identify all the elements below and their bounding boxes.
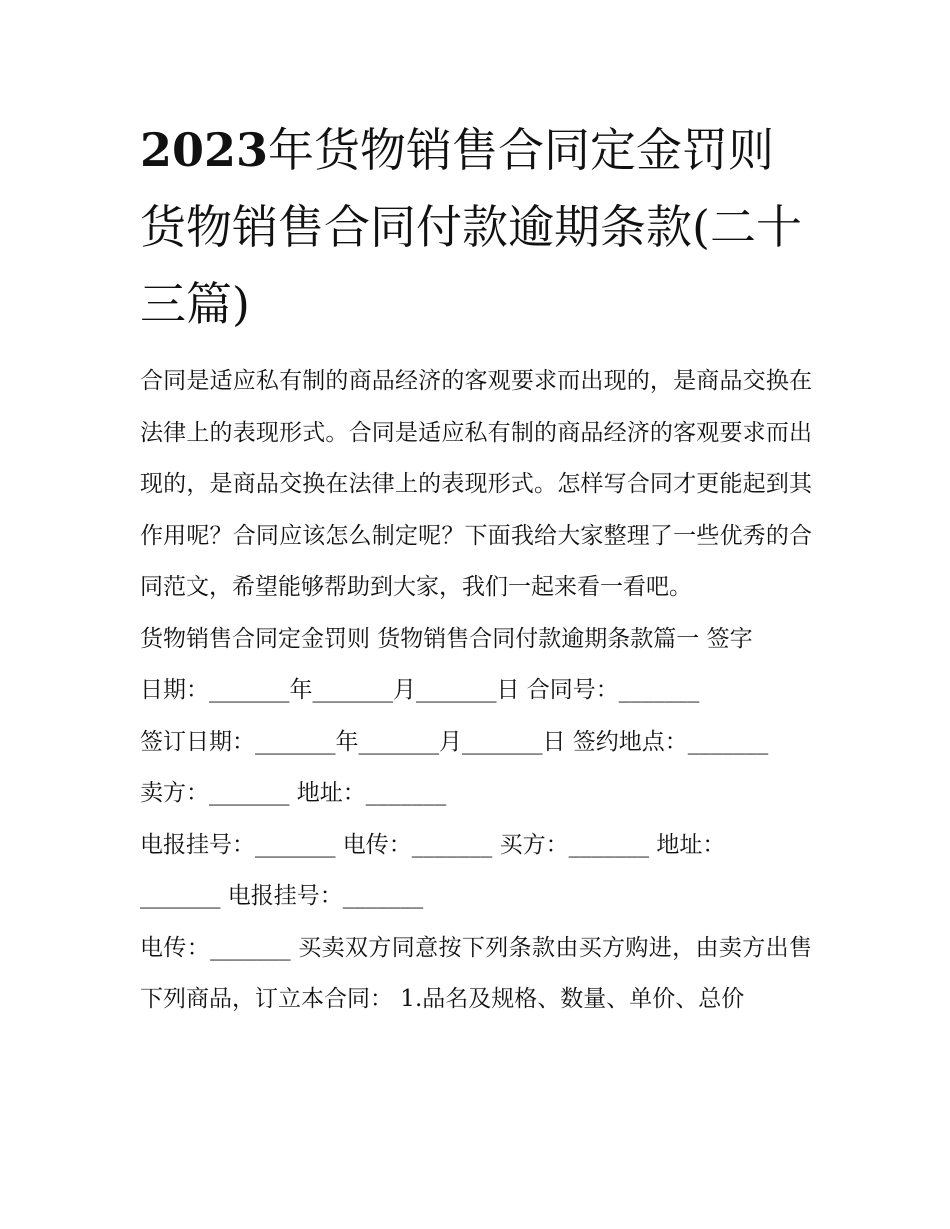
seller-address-line: 卖方：_______ 地址：_______ bbox=[140, 780, 447, 806]
contract-heading-line: 货物销售合同定金罚则 货物销售合同付款逾期条款篇一 签字 bbox=[140, 625, 753, 652]
telegram-buyer-line: 电报挂号：_______ 电传：_______ 买方：_______ 地址： bbox=[140, 831, 726, 858]
intro-paragraph: 合同是适应私有制的商品经济的客观要求而出现的，是商品交换在法律上的表现形式。合同是适应私有制的商品经济的客观要求而出现的，是商品交换在法律上的表现形式。怎样写合同才更能起到其作用呢？合同应该怎么制定呢？下面我给大家整理了一些优秀的合同范文，希望能够帮助到大家，我们一起来看一看吧。 bbox=[140, 368, 812, 600]
signing-date-place-line: 签订日期：_______年_______月_______日 签约地点：_______ bbox=[140, 728, 769, 755]
title-year: 2023 bbox=[140, 123, 269, 177]
document-page bbox=[140, 112, 812, 1026]
address-telegram-line: _______ 电报挂号：_______ bbox=[140, 883, 424, 909]
document-title bbox=[140, 112, 812, 343]
title-text: 年货物销售合同定金罚则货物销售合同付款逾期条款(二十三篇) bbox=[140, 123, 802, 331]
terms-paragraph: 电传：_______ 买卖双方同意按下列条款由买方购进，由卖方出售下列商品，订立本合同： 1.品名及规格、数量、单价、总价 bbox=[140, 934, 812, 1012]
date-contract-number-line: 日期：_______年_______月_______日 合同号：_______ bbox=[140, 677, 700, 703]
